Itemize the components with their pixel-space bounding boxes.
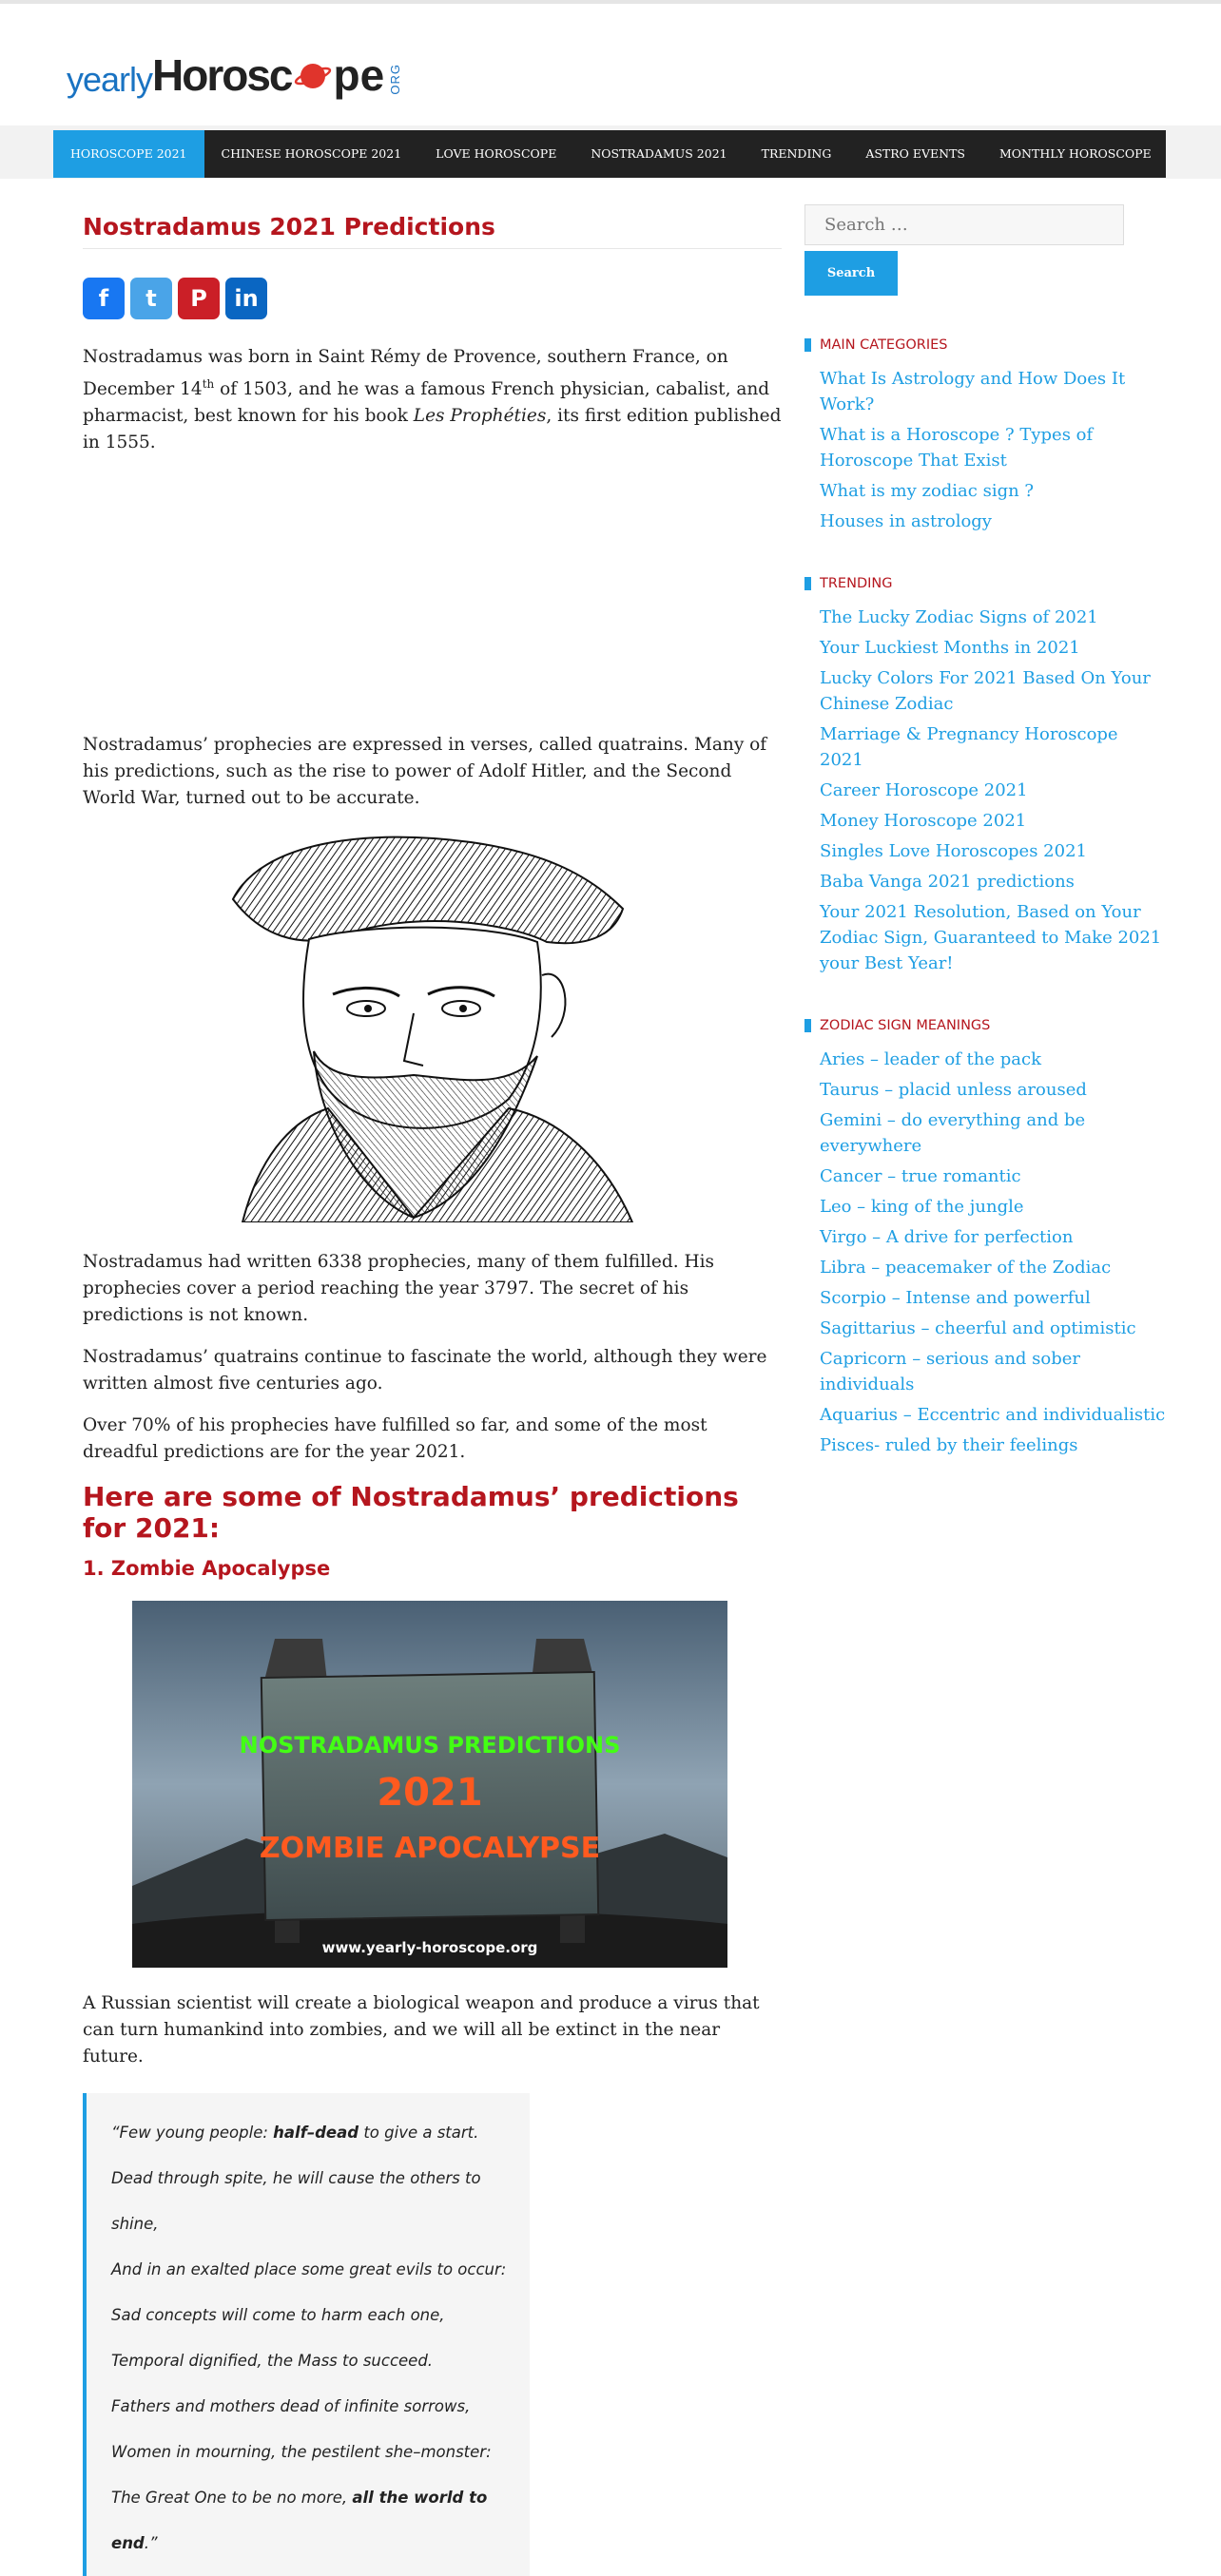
intro-text-c: , its first edition published in 1555. bbox=[83, 406, 782, 453]
linkedin-share-icon[interactable]: in bbox=[225, 278, 267, 319]
quote-line-6: Fathers and mothers dead of infinite sorrows, bbox=[111, 2397, 471, 2416]
nav-item-astro-events[interactable]: ASTRO EVENTS bbox=[865, 146, 965, 161]
widget-bar-icon bbox=[804, 577, 811, 590]
widget-title: ZODIAC SIGN MEANINGS bbox=[820, 1018, 991, 1033]
zombie-apocalypse-image bbox=[132, 1601, 727, 1968]
quote-line-2: Dead through spite, he will cause the others to shine, bbox=[111, 2169, 481, 2234]
image-text-predictions: NOSTRADAMUS PREDICTIONS bbox=[239, 1732, 621, 1759]
list-item[interactable]: Money Horoscope 2021 bbox=[820, 811, 1027, 831]
logo-text-yearly: yearly bbox=[67, 60, 153, 99]
list-item[interactable]: Virgo – A drive for perfection bbox=[820, 1227, 1074, 1247]
list-item[interactable]: Taurus – placid unless aroused bbox=[820, 1080, 1087, 1100]
list-item[interactable]: Your 2021 Resolution, Based on Your Zodiac Sign, Guaranteed to Make 2021 your Best Year! bbox=[820, 902, 1162, 973]
list-item[interactable]: Leo – king of the jungle bbox=[820, 1197, 1024, 1217]
logo-text-pe: pe bbox=[333, 50, 385, 100]
intro-text-a: Nostradamus was born in Saint Rémy de Provence, southern France, on December 14 bbox=[83, 347, 728, 400]
list-item[interactable]: Your Luckiest Months in 2021 bbox=[820, 638, 1080, 658]
widget-zodiac-sign-meanings bbox=[804, 1018, 1166, 1458]
widget-list bbox=[820, 366, 1166, 534]
list-item[interactable]: What is a Horoscope ? Types of Horoscope That Exist bbox=[820, 425, 1094, 471]
logo-text-horosc: Horosc bbox=[152, 50, 292, 100]
quatrain-quote bbox=[83, 2093, 530, 2576]
site-logo[interactable] bbox=[67, 44, 403, 100]
quote-line-5: Temporal dignified, the Mass to succeed. bbox=[111, 2352, 434, 2371]
list-item[interactable]: The Lucky Zodiac Signs of 2021 bbox=[820, 607, 1098, 627]
widget-list bbox=[820, 1047, 1166, 1458]
paragraph-russian-scientist: A Russian scientist will create a biological weapon and produce a virus that can turn humankind into zombies, and we will all be extinct in the near future. bbox=[83, 1993, 760, 2067]
nav-item-monthly-horoscope[interactable]: MONTHLY HOROSCOPE bbox=[999, 146, 1152, 161]
list-item[interactable]: Capricorn – serious and sober individuals bbox=[820, 1349, 1081, 1394]
widget-title: TRENDING bbox=[820, 576, 893, 591]
widget-bar-icon bbox=[804, 1019, 811, 1032]
ad-space bbox=[83, 456, 782, 732]
list-item[interactable]: Libra – peacemaker of the Zodiac bbox=[820, 1258, 1112, 1278]
search-button[interactable]: Search bbox=[804, 251, 898, 296]
search-input[interactable] bbox=[804, 204, 1124, 245]
list-item[interactable]: What Is Astrology and How Does It Work? bbox=[820, 369, 1126, 414]
list-item[interactable]: Pisces- ruled by their feelings bbox=[820, 1435, 1078, 1455]
planet-icon bbox=[294, 57, 332, 95]
list-item[interactable]: Lucky Colors For 2021 Based On Your Chinese Zodiac bbox=[820, 668, 1151, 714]
facebook-share-icon[interactable]: f bbox=[83, 278, 125, 319]
image-text-year: 2021 bbox=[377, 1771, 483, 1816]
quote-line-4: Sad concepts will come to harm each one, bbox=[111, 2306, 445, 2325]
subheading-zombie-apocalypse: 1. Zombie Apocalypse bbox=[83, 1557, 331, 1581]
twitter-share-icon[interactable]: t bbox=[130, 278, 172, 319]
paragraph-prophecies-count: Nostradamus had written 6338 prophecies, many of them fulfilled. His prophecies cover a period reaching the year 3797. The secret of his predictions is not known. bbox=[83, 1252, 715, 1326]
section-heading: Here are some of Nostradamus’ predictions for 2021: bbox=[83, 1481, 739, 1545]
sidebar bbox=[804, 204, 1166, 1463]
article bbox=[83, 213, 782, 2576]
book-title: Les Prophéties bbox=[413, 406, 547, 427]
share-buttons bbox=[83, 278, 782, 319]
widget-bar-icon bbox=[804, 338, 811, 352]
paragraph-intro bbox=[83, 344, 782, 456]
paragraph-fulfilled: Over 70% of his prophecies have fulfilled so far, and some of the most dreadful predictions are for the year 2021. bbox=[83, 1415, 707, 1463]
quote-line-3: And in an exalted place some great evils to occur: bbox=[111, 2260, 507, 2279]
paragraph-quatrains: Nostradamus’ prophecies are expressed in verses, called quatrains. Many of his predictions, such as the rise to power of Adolf Hitler, and the Second World War, turned out to be accurate. bbox=[83, 735, 767, 809]
list-item[interactable]: Sagittarius – cheerful and optimistic bbox=[820, 1318, 1136, 1338]
quote-line-8: The Great One to be no more, all the world to end.” bbox=[111, 2489, 488, 2553]
list-item[interactable]: Cancer – true romantic bbox=[820, 1166, 1021, 1186]
pinterest-share-icon[interactable]: P bbox=[178, 278, 220, 319]
widget-trending bbox=[804, 576, 1166, 976]
intro-sup: th bbox=[202, 377, 215, 391]
list-item[interactable]: What is my zodiac sign ? bbox=[820, 481, 1035, 501]
list-item[interactable]: Aquarius – Eccentric and individualistic bbox=[820, 1405, 1166, 1425]
main-nav bbox=[53, 130, 1166, 178]
list-item[interactable]: Aries – leader of the pack bbox=[820, 1049, 1041, 1069]
nostradamus-portrait-image bbox=[223, 833, 642, 1222]
site-header bbox=[0, 4, 1221, 125]
page-title: Nostradamus 2021 Predictions bbox=[83, 213, 782, 249]
nav-item-trending[interactable]: TRENDING bbox=[761, 146, 832, 161]
list-item[interactable]: Houses in astrology bbox=[820, 511, 992, 531]
list-item[interactable]: Career Horoscope 2021 bbox=[820, 780, 1028, 800]
paragraph-fascinate: Nostradamus’ quatrains continue to fascinate the world, although they were written almost five centuries ago. bbox=[83, 1347, 767, 1394]
intro-text-b: of 1503, and he was a famous French physician, cabalist, and pharmacist, best known for his book bbox=[83, 379, 770, 427]
widget-list bbox=[820, 605, 1166, 976]
list-item[interactable]: Singles Love Horoscopes 2021 bbox=[820, 841, 1087, 861]
list-item[interactable]: Gemini – do everything and be everywhere bbox=[820, 1110, 1086, 1156]
logo-tld: ORG bbox=[388, 64, 403, 95]
widget-main-categories bbox=[804, 337, 1166, 534]
nav-item-nostradamus-2021[interactable]: NOSTRADAMUS 2021 bbox=[591, 146, 727, 161]
image-text-zombie: ZOMBIE APOCALYPSE bbox=[259, 1832, 601, 1866]
image-watermark: www.yearly-horoscope.org bbox=[321, 1939, 538, 1957]
quote-line-1: “Few young people: half–dead to give a start. bbox=[111, 2124, 479, 2143]
list-item[interactable]: Marriage & Pregnancy Horoscope 2021 bbox=[820, 724, 1118, 770]
list-item[interactable]: Baba Vanga 2021 predictions bbox=[820, 872, 1075, 892]
quote-line-7: Women in mourning, the pestilent she–monster: bbox=[111, 2443, 492, 2462]
nav-item-love-horoscope[interactable]: LOVE HOROSCOPE bbox=[436, 146, 557, 161]
nav-item-chinese-horoscope-2021[interactable]: CHINESE HOROSCOPE 2021 bbox=[221, 146, 402, 161]
nav-bar-wrapper bbox=[0, 125, 1221, 179]
list-item[interactable]: Scorpio – Intense and powerful bbox=[820, 1288, 1091, 1308]
widget-title: MAIN CATEGORIES bbox=[820, 337, 948, 353]
nav-item-horoscope-2021[interactable]: HOROSCOPE 2021 bbox=[53, 130, 204, 178]
